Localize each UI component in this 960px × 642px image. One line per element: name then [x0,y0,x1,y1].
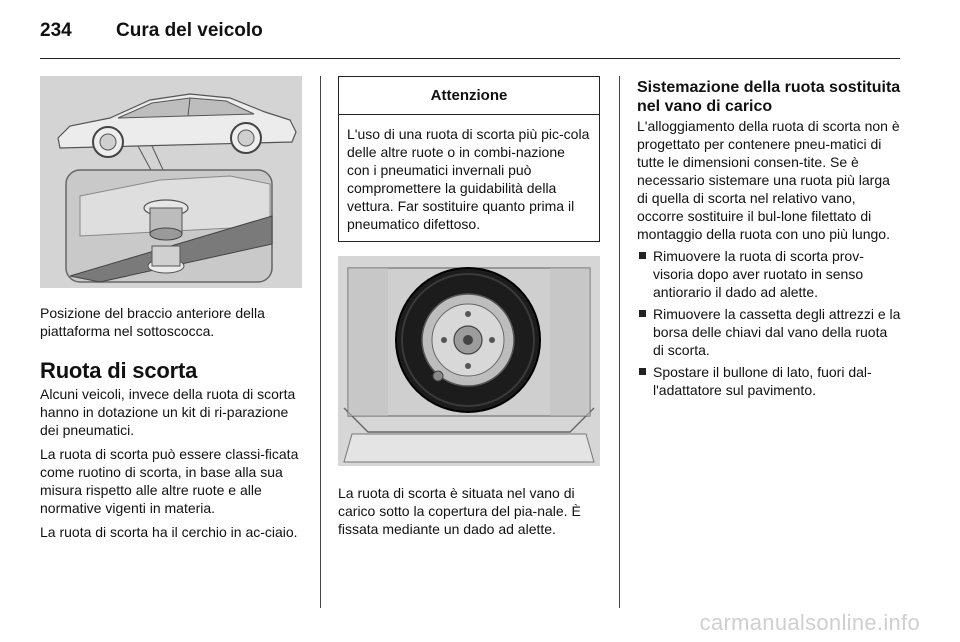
header-rule [40,58,900,59]
instruction-list [637,247,902,399]
paragraph: Alcuni veicoli, invece della ruota di scorta hanno in dotazione un kit di ri-parazione dei pneumatici. [40,386,296,438]
page-title: Cura del veicolo [116,20,263,41]
bullet-square-icon [639,252,646,259]
watermark: carmanualsonline.info [699,610,920,635]
page-header [40,20,263,50]
warning-text: L'uso di una ruota di scorta più pic-cola delle altre ruote o in combi-nazione con i pneumatici invernali può compromettere la guidabilità della vettura. Far sostituire quanto prima il pneumatico difettoso. [347,126,590,232]
list-item: Rimuovere la ruota di scorta prov-visoria dopo aver ruotato in senso antiorario il dado ad alette. [637,247,902,301]
car-underbody-jack-point-illustration [40,76,302,288]
figure-caption: La ruota di scorta è situata nel vano di carico sotto la copertura del pia-nale. È fissata mediante un dado ad alette. [338,485,581,537]
warning-title: Attenzione [339,77,599,115]
column-right [637,76,902,399]
column-middle [338,76,600,538]
paragraph: La ruota di scorta può essere classi-ficata come ruotino di scorta, in base alla sua misura rispetto alle altre ruote e alle normative vigenti in materia. [40,446,299,516]
figure-caption: Posizione del braccio anteriore della piattaforma nel sottoscocca. [40,305,265,339]
list-item: Rimuovere la cassetta degli attrezzi e la borsa delle chiavi dal vano della ruota di scorta. [637,305,902,359]
warning-box [338,76,600,242]
spare-wheel-in-trunk-illustration [338,256,600,466]
subsection-heading: Sistemazione della ruota sostituita nel vano di carico [637,79,901,115]
page-number: 234 [40,20,72,41]
paragraph: L'alloggiamento della ruota di scorta non è progettato per contenere pneu-matici di tutte le dimensioni consen-tite. Se è necessario sistemare una ruota più larga di quella di scorta nel relativo vano, occorre sostituire il bul-lone filettato di montaggio della ruota con uno più lungo. [637,118,900,242]
column-divider-1 [320,76,321,608]
paragraph: La ruota di scorta ha il cerchio in ac-ciaio. [40,524,298,540]
bullet-square-icon [639,368,646,375]
column-left [40,76,302,541]
list-item: Spostare il bullone di lato, fuori dal-l'adattatore sul pavimento. [637,363,902,399]
bullet-square-icon [639,310,646,317]
column-divider-2 [619,76,620,608]
section-heading: Ruota di scorta [40,358,198,383]
